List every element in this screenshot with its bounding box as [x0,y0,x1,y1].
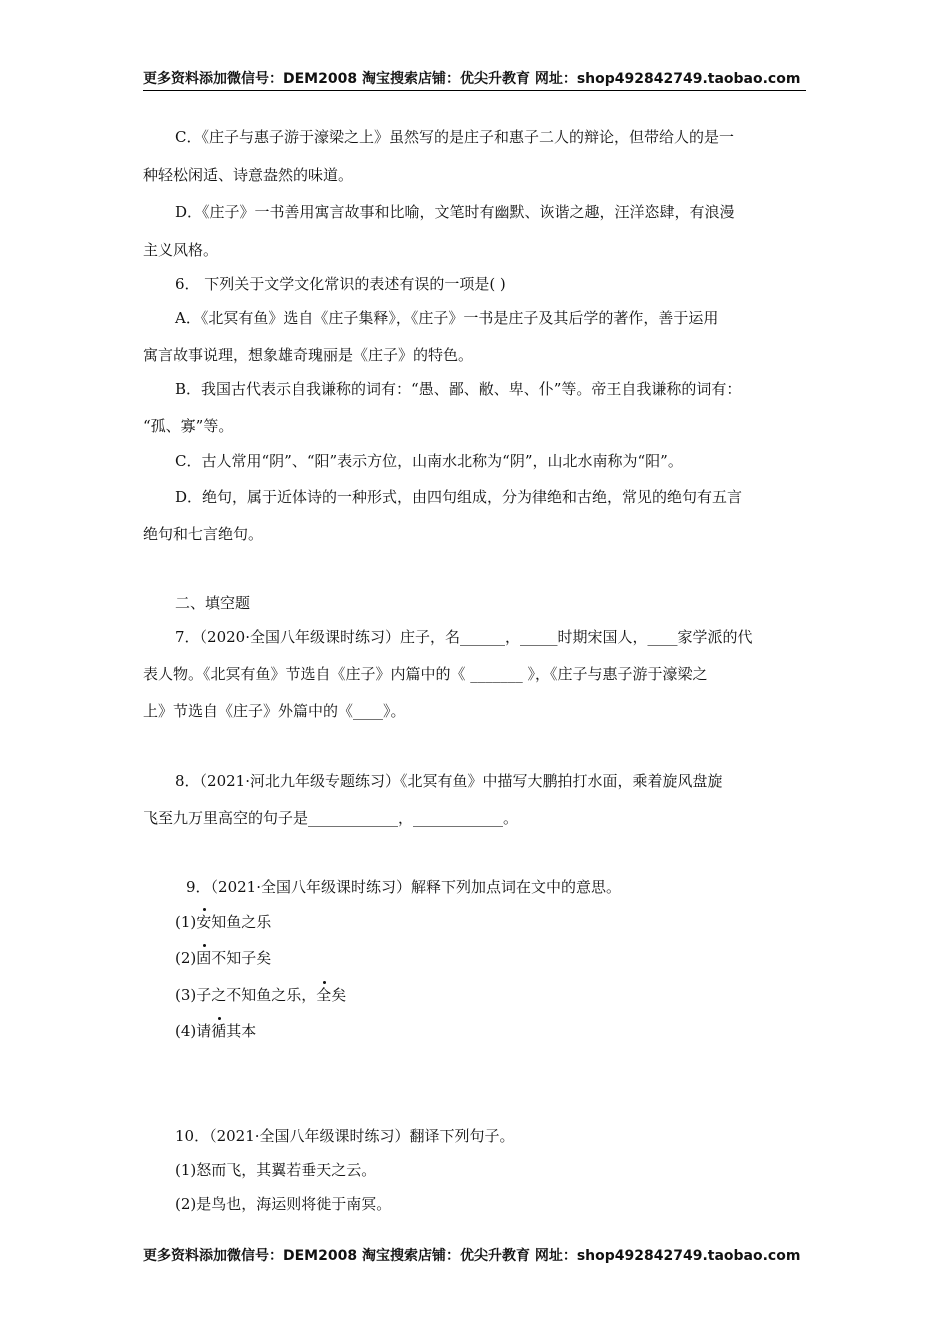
q9-item-1-dotted-word: 安 [196,913,212,931]
page-footer: 更多资料添加微信号：DEM2008 淘宝搜索店铺：优尖升教育 网址：shop492842749.taobao.com [143,1248,801,1264]
q9-item-3-dotted-word: 全 [316,986,332,1004]
q6-option-d-line2: 绝句和七言绝句。 [143,525,264,543]
q9-item-1 [175,912,271,932]
q9-item-1-rest: 知鱼之乐 [211,913,272,931]
q6-option-b-line2: “孤、寡”等。 [143,417,234,435]
q10-item-2: (2)是鸟也，海运则将徙于南冥。 [175,1195,392,1213]
q9-item-3-prefix: (3)子之不知鱼之乐， [175,986,317,1004]
q9-item-2-prefix: (2) [175,949,197,967]
q6-option-a-line1: A．《北冥有鱼》选自《庄子集释》，《庄子》一书是庄子及其后学的著作，善于运用 [175,309,719,327]
question-7-line3: 上》节选自《庄子》外篇中的《____》。 [143,702,406,720]
page-header: 更多资料添加微信号：DEM2008 淘宝搜索店铺：优尖升教育 网址：shop492842749.taobao.com [143,70,806,91]
q6-option-d-line1: D．绝句，属于近体诗的一种形式，由四句组成，分为律绝和古绝，常见的绝句有五言 [175,488,743,506]
option-c-line1: C．《庄子与惠子游于濠梁之上》虽然写的是庄子和惠子二人的辩论，但带给人的是一 [175,128,734,146]
q9-item-2-rest: 不知子矣 [211,949,272,967]
q9-item-4-dotted-word: 循 [211,1022,227,1040]
q9-item-3-rest: 矣 [331,986,347,1004]
q6-option-b-line1: B．我国古代表示自我谦称的词有：“愚、鄙、敝、卑、仆”等。帝王自我谦称的词有： [175,380,742,398]
q6-option-a-line2: 寓言故事说理，想象雄奇瑰丽是《庄子》的特色。 [143,346,474,364]
q6-option-c: C．古人常用“阴”、“阳”表示方位，山南水北称为“阴”，山北水南称为“阳”。 [175,452,683,470]
question-10: 10．（2021·全国八年级课时练习）翻译下列句子。 [175,1127,515,1145]
q9-item-3 [175,985,346,1005]
question-8-line1: 8．（2021·河北九年级专题练习）《北冥有鱼》中描写大鹏拍打水面，乘着旋风盘旋 [175,772,723,790]
question-7-line1: 7．（2020·全国八年级课时练习）庄子，名______，_____时期宋国人，____家学派的代 [175,628,753,646]
section-fill-in-title: 二、填空题 [175,594,251,612]
question-6: 6． 下列关于文学文化常识的表述有误的一项是( ) [175,275,506,293]
option-d-line1: D．《庄子》一书善用寓言故事和比喻，文笔时有幽默、诙谐之趣，汪洋恣肆，有浪漫 [175,203,735,221]
question-8-line2: 飞至九万里高空的句子是____________，____________。 [143,809,519,827]
question-7-line2: 表人物。《北冥有鱼》节选自《庄子》内篇中的《 _______ 》，《庄子与惠子游于濠梁之 [143,665,708,683]
option-c-line2: 种轻松闲适、诗意盎然的味道。 [143,166,354,184]
q9-item-4 [175,1021,256,1041]
q9-item-4-rest: 其本 [226,1022,257,1040]
q9-item-4-prefix: (4)请 [175,1022,212,1040]
question-9: 9．（2021·全国八年级课时练习）解释下列加点词在文中的意思。 [186,878,621,896]
q9-item-2-dotted-word: 固 [196,949,212,967]
option-d-line2: 主义风格。 [143,241,219,259]
q9-item-2 [175,948,271,968]
q10-item-1: (1)怒而飞，其翼若垂天之云。 [175,1161,377,1179]
q9-item-1-prefix: (1) [175,913,197,931]
